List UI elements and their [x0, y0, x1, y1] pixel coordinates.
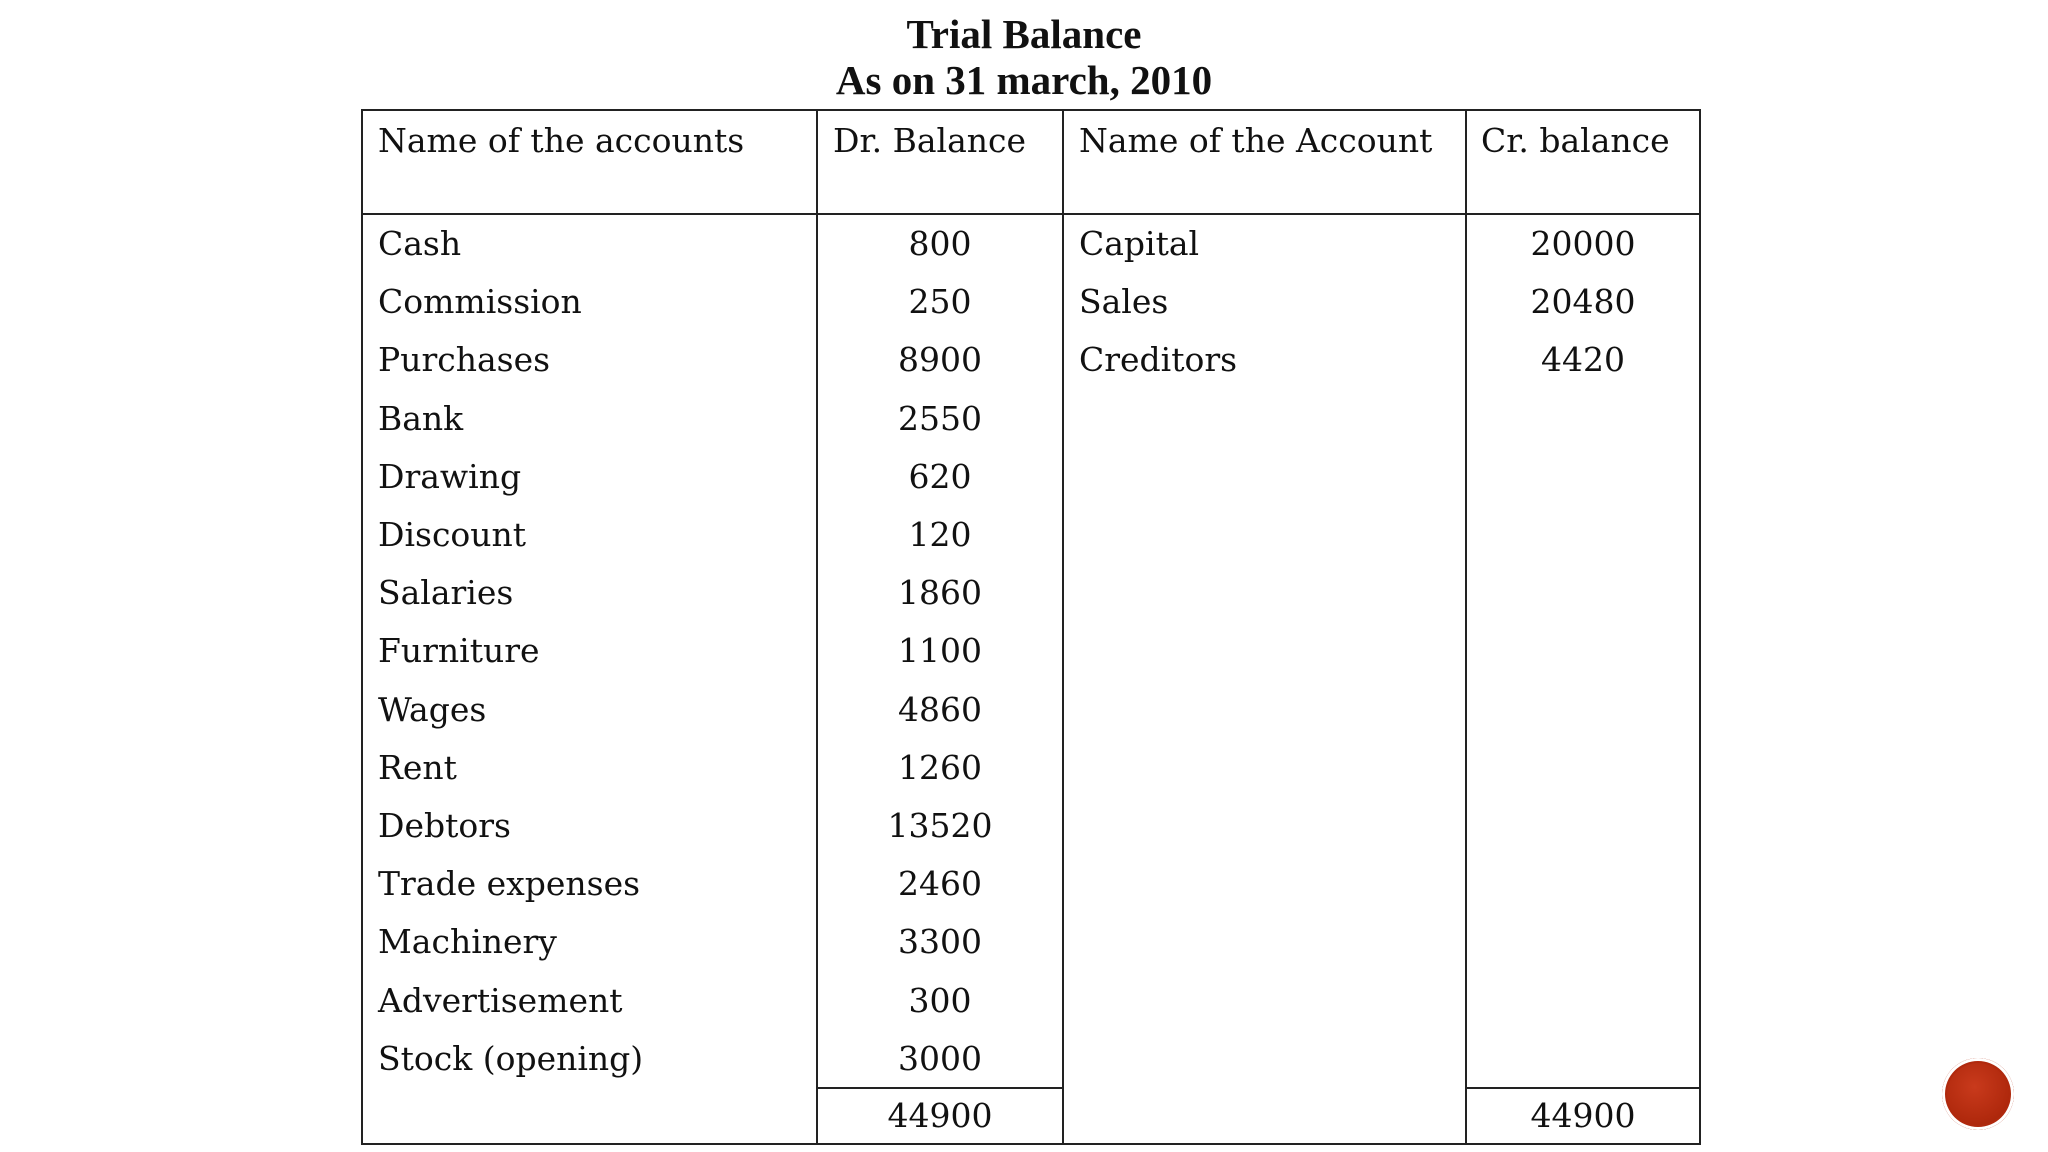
dr-account-name: Debtors: [378, 806, 511, 845]
dr-amount: 1100: [898, 631, 982, 670]
header-dr-account: Name of the accounts: [378, 121, 745, 160]
dr-amount: 620: [908, 457, 972, 496]
cr-account-name: Capital: [1079, 224, 1200, 263]
dr-amount: 800: [908, 224, 972, 263]
dr-amount: 120: [908, 515, 972, 554]
header-cr-account: Name of the Account: [1079, 121, 1433, 160]
dr-account-name: Bank: [378, 399, 464, 438]
page-title: Trial Balance: [906, 11, 1142, 57]
dr-account-name: Furniture: [378, 631, 540, 670]
dr-account-name: Rent: [378, 748, 457, 787]
dr-amount: 3300: [898, 922, 982, 961]
dr-total: 44900: [887, 1096, 993, 1135]
dr-amount: 1860: [898, 573, 982, 612]
dr-amount: 8900: [898, 340, 982, 379]
dr-amount: 300: [908, 981, 972, 1020]
dr-account-name: Cash: [378, 224, 462, 263]
dr-amount: 4860: [898, 690, 982, 729]
slide-logo-badge: [1942, 1058, 2014, 1130]
table-border-left: [361, 109, 363, 1145]
cr-amount: 20480: [1530, 282, 1636, 321]
dr-account-name: Purchases: [378, 340, 551, 379]
cr-account-name: Creditors: [1079, 340, 1238, 379]
table-border-bottom: [361, 1143, 1701, 1145]
dr-amount: 250: [908, 282, 972, 321]
dr-account-name: Discount: [378, 515, 527, 554]
dr-amount: 3000: [898, 1039, 982, 1078]
cr-amount: 4420: [1541, 340, 1625, 379]
cr-total-rule: [1465, 1087, 1701, 1089]
header-cr-balance: Cr. balance: [1481, 121, 1670, 160]
header-dr-balance: Dr. Balance: [833, 121, 1027, 160]
dr-account-name: Machinery: [378, 922, 557, 961]
table-border-right: [1699, 109, 1701, 1145]
dr-account-name: Salaries: [378, 573, 514, 612]
dr-amount: 1260: [898, 748, 982, 787]
dr-amount: 13520: [887, 806, 993, 845]
dr-account-name: Wages: [378, 690, 487, 729]
dr-account-name: Commission: [378, 282, 582, 321]
column-divider-2: [1062, 109, 1064, 1145]
table-border-top: [361, 109, 1701, 111]
dr-account-name: Advertisement: [378, 981, 623, 1020]
header-divider: [361, 213, 1701, 215]
dr-amount: 2550: [898, 399, 982, 438]
dr-account-name: Stock (opening): [378, 1039, 644, 1078]
dr-account-name: Drawing: [378, 457, 522, 496]
cr-account-name: Sales: [1079, 282, 1169, 321]
cr-amount: 20000: [1530, 224, 1636, 263]
cr-total: 44900: [1530, 1096, 1636, 1135]
dr-account-name: Trade expenses: [378, 864, 641, 903]
column-divider-3: [1465, 109, 1467, 1145]
page-subtitle: As on 31 march, 2010: [835, 57, 1213, 103]
dr-amount: 2460: [898, 864, 982, 903]
dr-total-rule: [816, 1087, 1064, 1089]
